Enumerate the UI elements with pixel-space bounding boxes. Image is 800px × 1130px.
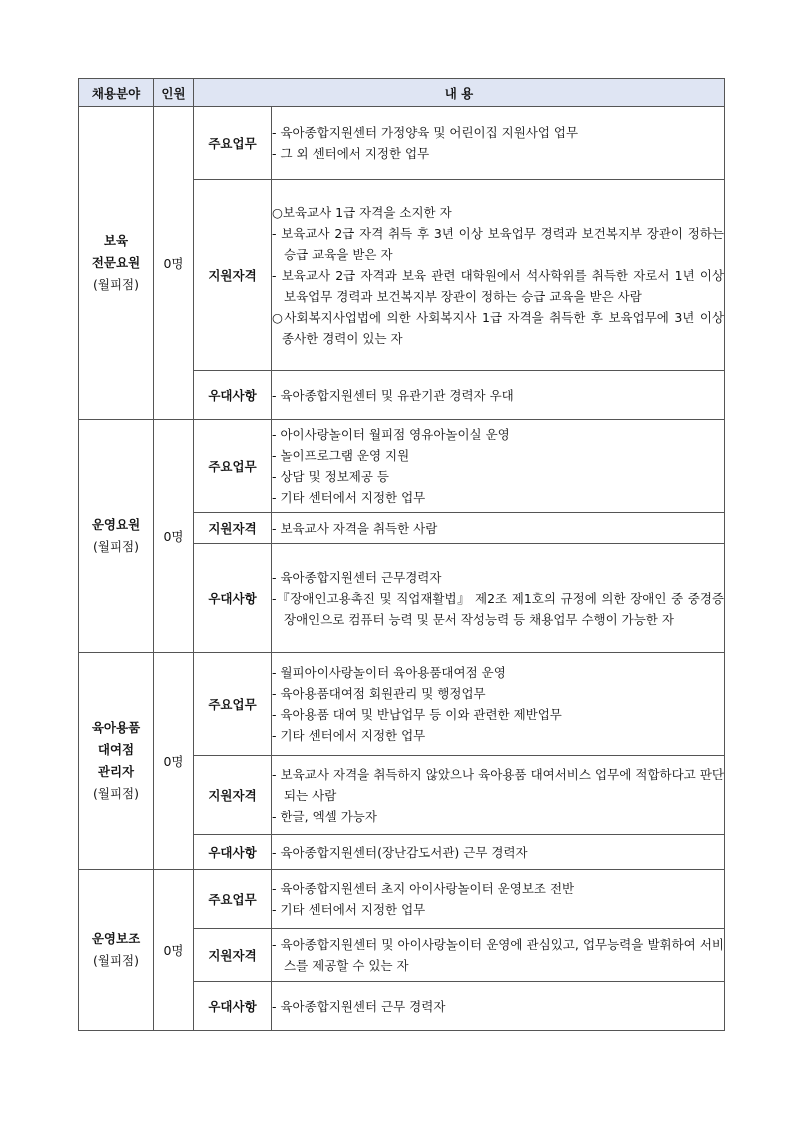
content-line: - 그 외 센터에서 지정한 업무 — [272, 146, 430, 161]
content-cell — [272, 929, 725, 982]
category-pref: 우대사항 — [194, 982, 272, 1031]
content-line: - 보육교사 2급 자격 취득 후 3년 이상 보육업무 경력과 보건복지부 장관이 정하는 승급 교육을 받은 자 — [272, 225, 725, 262]
category-qual: 지원자격 — [194, 756, 272, 835]
content-line: - 아이사랑놀이터 월피점 영유아놀이실 운영 — [272, 427, 510, 442]
field-location: (월피점) — [93, 277, 139, 292]
content-line: - 육아종합지원센터 및 아이사랑놀이터 운영에 관심있고, 업무능력을 발휘하여 서비스를 제공할 수 있는 자 — [272, 937, 725, 973]
content-line: - 육아종합지원센터 및 유관기관 경력자 우대 — [272, 387, 514, 403]
category-pref: 우대사항 — [194, 835, 272, 870]
content-cell — [272, 653, 725, 756]
header-field: 채용분야 — [79, 79, 154, 107]
content-line: - 육아종합지원센터(장난감도서관) 근무 경력자 — [272, 844, 528, 860]
count-cell: 0명 — [154, 420, 194, 653]
content-line: ○보육교사 1급 자격을 소지한 자 — [272, 204, 452, 220]
content-line: - 기타 센터에서 지정한 업무 — [272, 490, 426, 505]
field-location: (월피점) — [93, 539, 139, 554]
category-qual: 지원자격 — [194, 929, 272, 982]
content-line: - 기타 센터에서 지정한 업무 — [272, 902, 426, 917]
content-line: ○사회복지사업법에 의한 사회복지사 1급 자격을 취득한 후 보육업무에 3년 이상 종사한 경력이 있는 자 — [272, 309, 725, 346]
content-line: - 육아용품 대여 및 반납업무 등 이와 관련한 제반업무 — [272, 707, 562, 722]
field-location: (월피점) — [93, 953, 139, 968]
field-name: 육아용품 — [91, 720, 141, 735]
content-line: - 월피아이사랑놀이터 육아용품대여점 운영 — [272, 665, 506, 680]
content-cell — [272, 835, 725, 870]
content-line: - 보육교사 자격을 취득하지 않았으나 육아용품 대여서비스 업무에 적합하다고 판단되는 사람 — [272, 766, 725, 803]
field-location: (월피점) — [93, 786, 139, 801]
count-cell: 0명 — [154, 653, 194, 870]
content-line: - 육아종합지원센터 근무 경력자 — [272, 998, 446, 1014]
field-name: 관리자 — [97, 764, 135, 779]
field-cell — [79, 870, 154, 1031]
content-cell — [272, 107, 725, 180]
field-name: 대여점 — [97, 742, 135, 757]
content-cell — [272, 756, 725, 835]
table-row — [79, 420, 725, 513]
header-count: 인원 — [154, 79, 194, 107]
category-duty: 주요업무 — [194, 870, 272, 929]
content-cell — [272, 420, 725, 513]
content-cell — [272, 371, 725, 420]
table-row — [79, 870, 725, 929]
content-line: - 육아종합지원센터 가정양육 및 어린이집 지원사업 업무 — [272, 125, 579, 140]
table-header-row — [79, 79, 725, 107]
content-line: - 한글, 엑셀 가능자 — [272, 808, 377, 824]
content-cell — [272, 513, 725, 544]
content-line: - 상담 및 정보제공 등 — [272, 469, 390, 484]
field-cell — [79, 107, 154, 420]
category-pref: 우대사항 — [194, 371, 272, 420]
category-qual: 지원자격 — [194, 513, 272, 544]
content-line: - 기타 센터에서 지정한 업무 — [272, 728, 426, 743]
field-cell — [79, 420, 154, 653]
table-row — [79, 107, 725, 180]
recruitment-table — [78, 78, 725, 1031]
content-line: - 보육교사 자격을 취득한 사람 — [272, 520, 438, 536]
field-cell — [79, 653, 154, 870]
category-duty: 주요업무 — [194, 653, 272, 756]
field-name: 운영요원 — [91, 517, 141, 532]
content-line: - 육아종합지원센터 초지 아이사랑놀이터 운영보조 전반 — [272, 881, 575, 896]
content-line: -『장애인고용촉진 및 직업재활법』 제2조 제1호의 규정에 의한 장애인 중 중경증장애인으로 컴퓨터 능력 및 문서 작성능력 등 채용업무 수행이 가능한 자 — [272, 590, 725, 627]
content-line: - 육아종합지원센터 근무경력자 — [272, 569, 442, 585]
content-line: - 보육교사 2급 자격과 보육 관련 대학원에서 석사학위를 취득한 자로서 1년 이상 보육업무 경력과 보건복지부 장관이 정하는 승급 교육을 받은 사람 — [272, 267, 725, 304]
content-cell — [272, 180, 725, 371]
content-cell — [272, 870, 725, 929]
field-name: 전문요원 — [91, 255, 141, 270]
field-name: 운영보조 — [91, 931, 141, 946]
category-duty: 주요업무 — [194, 107, 272, 180]
header-content: 내 용 — [194, 79, 725, 107]
table-row — [79, 653, 725, 756]
count-cell: 0명 — [154, 107, 194, 420]
category-pref: 우대사항 — [194, 544, 272, 653]
content-line: - 놀이프로그램 운영 지원 — [272, 448, 410, 463]
content-cell — [272, 982, 725, 1031]
field-name: 보육 — [103, 233, 129, 248]
content-line: - 육아용품대여점 회원관리 및 행정업무 — [272, 686, 486, 701]
category-duty: 주요업무 — [194, 420, 272, 513]
count-cell: 0명 — [154, 870, 194, 1031]
category-qual: 지원자격 — [194, 180, 272, 371]
content-cell — [272, 544, 725, 653]
